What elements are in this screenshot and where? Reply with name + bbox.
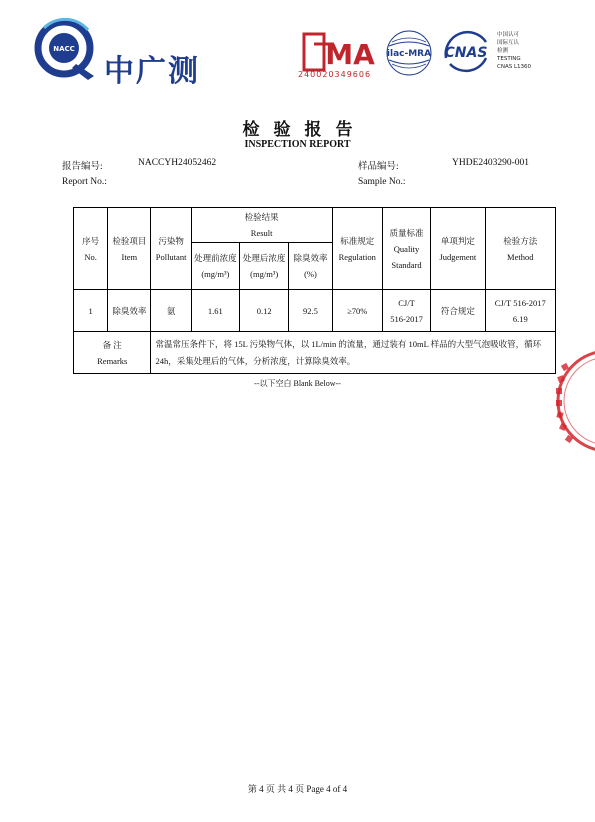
sample-no-label-en: Sample No.: — [358, 177, 406, 187]
remarks-row — [74, 332, 556, 374]
header-regulation: 标准规定 Regulation — [332, 208, 382, 290]
header-method: 检验方法 Method — [485, 208, 555, 290]
header-efficiency: 除臭效率 (%) — [289, 243, 332, 290]
ilac-logo-text: ilac-MRA — [386, 49, 432, 59]
report-title-en: INSPECTION REPORT — [244, 139, 351, 150]
cnas-info-line: 国际互认 — [497, 40, 520, 46]
remarks-label: 备 注 Remarks — [74, 332, 151, 374]
report-title-cn: 检验报告 — [242, 120, 367, 140]
header-result: 检验结果 Result — [191, 208, 332, 243]
header-before: 处理前浓度 (mg/m³) — [191, 243, 239, 290]
cell-efficiency: 92.5 — [289, 290, 332, 332]
cell-pollutant: 氨 — [151, 290, 191, 332]
ma-logo-text: MA — [325, 38, 375, 71]
nacc-logo-icon — [32, 18, 100, 82]
table-header-row — [74, 208, 556, 243]
table-row — [74, 290, 556, 332]
cell-judgement: 符合规定 — [431, 290, 485, 332]
cell-no: 1 — [74, 290, 108, 332]
blank-below-note: --以下空白 Blank Below-- — [254, 379, 341, 388]
header-seq: 序号 No. — [74, 208, 108, 290]
cell-standard: CJ/T 516-2017 — [382, 290, 430, 332]
cnas-info — [497, 31, 531, 71]
red-seal-icon — [548, 346, 595, 456]
cnas-logo-icon — [440, 28, 492, 74]
nacc-logo-text: NACC — [53, 45, 75, 53]
cell-item: 除臭效率 — [108, 290, 151, 332]
sample-no-value: YHDE2403290-001 — [452, 158, 530, 168]
cnas-logo-text: CNAS — [444, 45, 488, 61]
sample-no-label-cn: 样品编号: — [358, 162, 399, 172]
ilac-mra-logo-icon — [384, 28, 434, 78]
header-item: 检验项目 Item — [108, 208, 151, 290]
inspection-table — [73, 207, 556, 374]
header-quality-standard: 质量标准 Quality Standard — [382, 208, 430, 290]
cnas-info-line: CNAS L1360 — [497, 64, 532, 70]
cell-after: 0.12 — [240, 290, 289, 332]
report-no-label-cn: 报告编号: — [62, 162, 103, 172]
cell-regulation: ≥70% — [332, 290, 382, 332]
report-no-label-en: Report No.: — [62, 177, 107, 187]
cell-before: 1.61 — [191, 290, 239, 332]
ma-number: 240020349606 — [298, 70, 372, 79]
header-after: 处理后浓度 (mg/m³) — [240, 243, 289, 290]
header-judgement: 单项判定 Judgement — [431, 208, 485, 290]
cnas-info-line: 中国认可 — [497, 32, 520, 38]
cnas-info-line: 检测 — [497, 48, 509, 54]
cnas-info-line: TESTING — [497, 56, 521, 62]
remarks-text: 常温常压条件下，将 15L 污染物气体，以 1L/min 的流量，通过装有 10mL 样品的大型气泡吸收管，循环 24h，采集处理后的气体，分析浓度，计算除臭效率。 — [151, 332, 556, 374]
brand-name: 中广测 — [104, 54, 200, 89]
header-pollutant: 污染物 Pollutant — [151, 208, 191, 290]
cell-method: CJ/T 516-2017 6.19 — [485, 290, 555, 332]
page-footer: 第 4 页 共 4 页 Page 4 of 4 — [247, 784, 348, 794]
report-no-value: NACCYH24052462 — [138, 158, 217, 168]
